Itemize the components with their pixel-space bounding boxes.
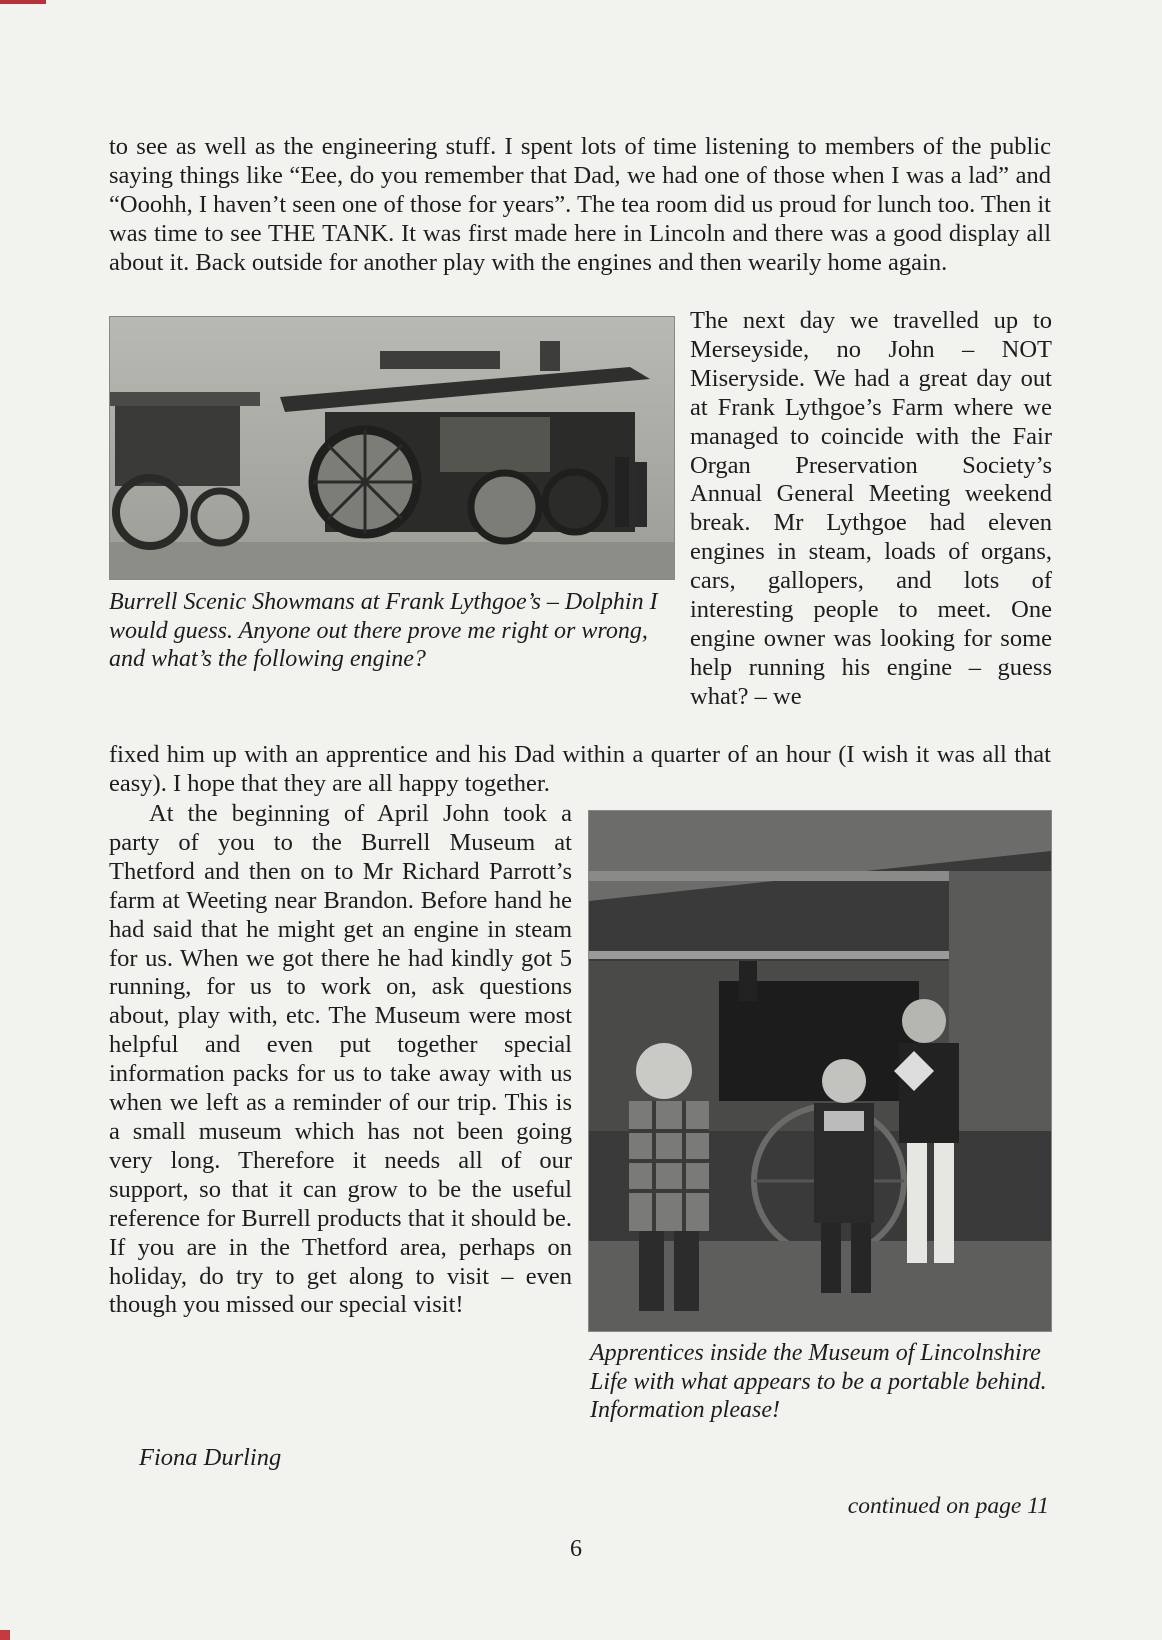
left-column-paragraph: At the beginning of April John took a party of you to the Burrell Museum at Thetford and then on to Mr Richard Parrott’s farm at Weeting near Brandon. Before hand he had said that he might get an engine in steam for us. When we got there he had kindly got 5 running, for us to work on, ask questions about, play with, etc. The Museum were most helpful and even put together special information packs for us to take away with us when we left as a reminder of our trip. This is a small museum which has not been going very long. Therefore it needs all of our support, so that it can grow to be the useful reference for Burrell products that it should be. If you are in the Thetford area, perhaps on holiday, do try to get along to visit – even though you missed our special visit!: [109, 800, 572, 1319]
showman-engines-illustration: [110, 317, 674, 579]
full-width-paragraph: fixed him up with an apprentice and his Dad within a quarter of an hour (I wish it was all that easy). I hope that they are all happy together.: [109, 741, 1051, 797]
museum-apprentices-illustration: [589, 811, 1051, 1331]
showman-engines-photo: [109, 316, 675, 580]
museum-apprentices-photo: [588, 810, 1052, 1332]
intro-paragraph: to see as well as the engineering stuff. I spent lots of time listening to members of the public saying things like “Eee, do you remember that Dad, we had one of those when I was a lad” and “Ooohh, I haven’t seen one of those for years”. The tea room did us proud for lunch too. Then it was time to see THE TANK. It was first made here in Lincoln and there was a good display all about it. Back outside for another play with the engines and then wearily home again.: [109, 133, 1051, 276]
page-number: 6: [570, 1536, 582, 1562]
right-column-paragraph: The next day we travelled up to Merseyside, no John – NOT Miseryside. We had a great day out at Frank Lythgoe’s Farm where we managed to coincide with the Fair Organ Preservation Society’s Annual General Meeting weekend break. Mr Lythgoe had eleven engines in steam, loads of organs, cars, gallopers, and lots of interesting people to meet. One engine owner was looking for some help running his engine – guess what? – we: [690, 307, 1052, 710]
page-edge-mark: [0, 0, 46, 4]
photo-2-caption: Apprentices inside the Museum of Lincolnshire Life with what appears to be a portable behind. Information please!: [590, 1340, 1047, 1423]
bottom-edge-mark: [0, 1630, 10, 1640]
continued-note: continued on page 11: [847, 1493, 1049, 1519]
photo-1-caption: Burrell Scenic Showmans at Frank Lythgoe’s – Dolphin I would guess. Anyone out there prove me right or wrong, and what’s the following engine?: [109, 589, 658, 672]
author-signature: Fiona Durling: [139, 1444, 282, 1471]
